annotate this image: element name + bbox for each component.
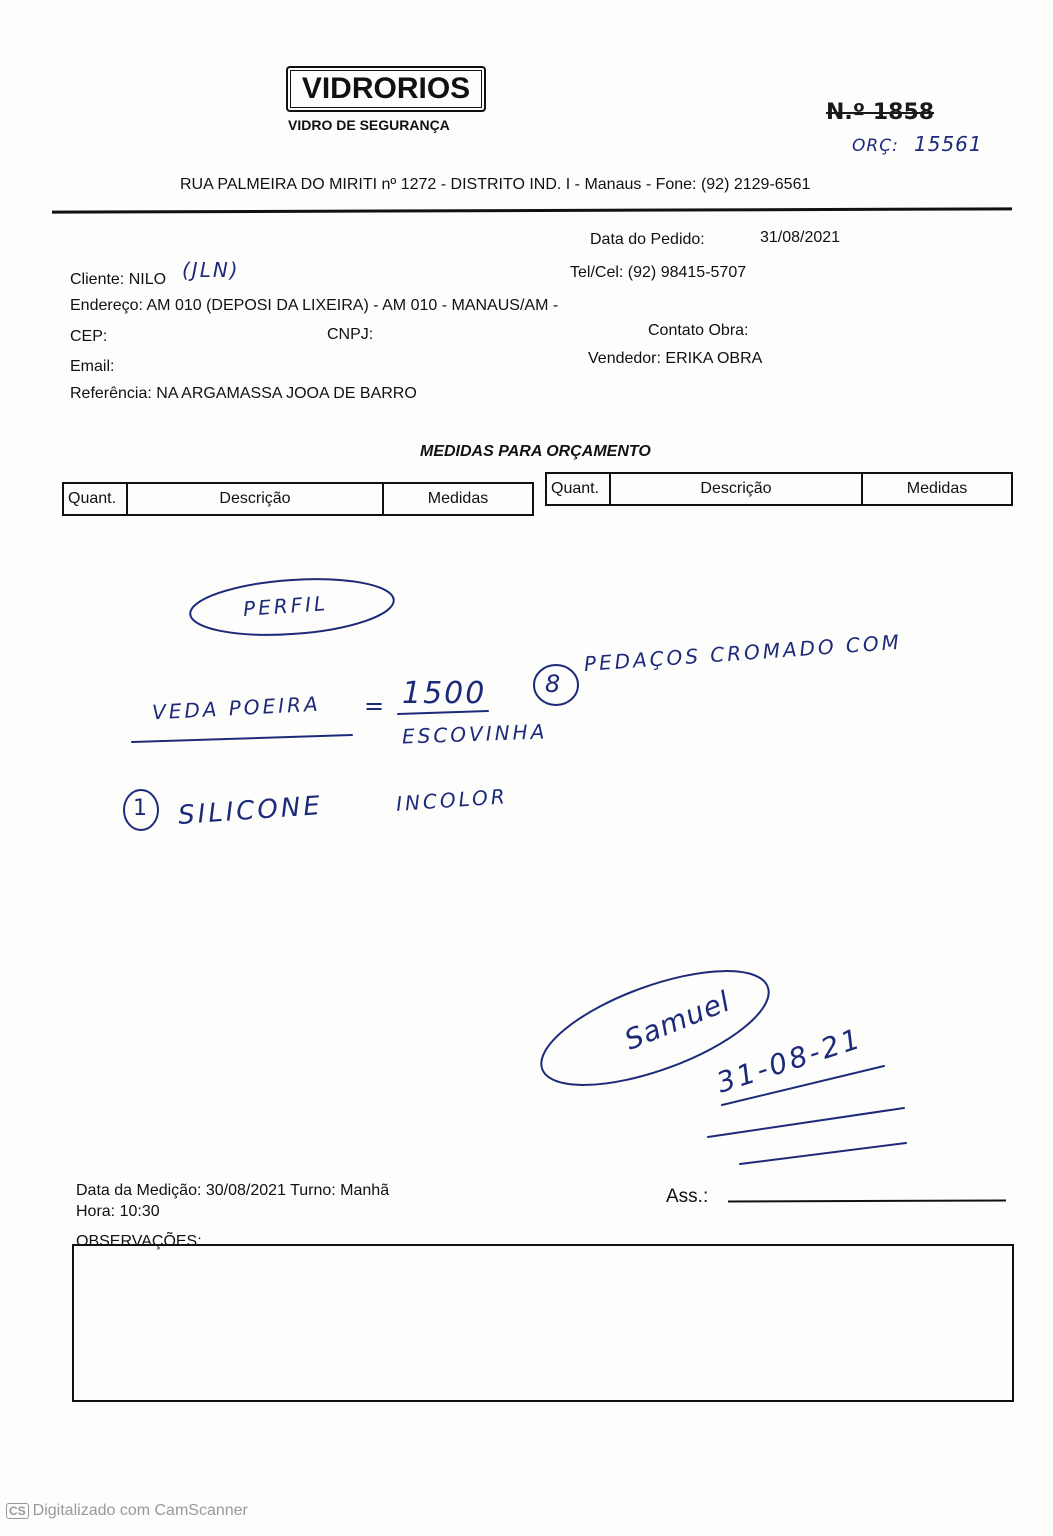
client-label: Cliente: NILO	[70, 271, 167, 288]
item-description-2: ESCOVINHA	[401, 719, 548, 749]
email-label: Email:	[70, 358, 115, 375]
measures-title: MEDIDAS PARA ORÇAMENTO	[420, 443, 651, 460]
address-label: Endereço: AM 010 (DEPOSI DA LIXEIRA) - AM 010 - MANAUS/AM -	[70, 297, 559, 314]
item-equals: =	[364, 692, 388, 720]
col-measures: Medidas	[862, 473, 1012, 505]
time-label: Hora: 10:30	[76, 1203, 160, 1220]
contact-label: Contato Obra:	[648, 322, 749, 339]
item2-qty: 1	[133, 796, 150, 821]
col-measures: Medidas	[383, 483, 533, 515]
cnpj-label: CNPJ:	[327, 326, 374, 343]
orc-label: ORÇ:	[852, 136, 899, 156]
item2-description: SILICONE	[177, 790, 324, 832]
orc-number: 15561	[914, 132, 983, 156]
item-size: 1500	[402, 676, 487, 711]
phone-label: Tel/Cel: (92) 98415-5707	[570, 264, 747, 281]
item-veda-poeira: VEDA POEIRA	[151, 691, 322, 725]
measure-date-label: Data da Medição: 30/08/2021 Turno: Manhã	[76, 1182, 390, 1199]
reference-label: Referência: NA ARGAMASSA JOOA DE BARRO	[70, 385, 417, 402]
sig-line-3	[740, 1143, 906, 1164]
brand-name: VIDRORIOS	[301, 72, 471, 105]
cep-label: CEP:	[70, 328, 108, 345]
col-quant: Quant.	[63, 483, 127, 515]
order-date-label: Data do Pedido:	[590, 231, 705, 248]
sig-line-2	[708, 1108, 904, 1137]
client-note: (JLN)	[182, 258, 240, 282]
camscanner-icon: CS	[6, 1503, 29, 1519]
observations-box	[72, 1244, 1014, 1402]
scanner-text: Digitalizado com CamScanner	[32, 1502, 248, 1519]
signature-date: 31-08-21	[712, 1021, 867, 1100]
seller-label: Vendedor: ERIKA OBRA	[588, 350, 763, 367]
signature: Samuel	[619, 984, 736, 1057]
item-underline	[132, 735, 352, 742]
order-date-value: 31/08/2021	[760, 229, 841, 246]
size-underline	[398, 711, 488, 714]
profile-label: PERFIL	[242, 591, 329, 621]
brand-tagline: VIDRO DE SEGURANÇA	[288, 117, 450, 133]
item2-description-2: INCOLOR	[395, 784, 509, 816]
signature-label: Ass.:	[666, 1186, 709, 1207]
col-quant: Quant.	[546, 473, 610, 505]
document-number: N.º 1858	[826, 100, 935, 125]
scanner-watermark	[6, 1502, 248, 1520]
col-description: Descrição	[127, 483, 383, 515]
observations-label: OBSERVAÇÕES:	[76, 1233, 202, 1250]
item-description: PEDAÇOS CROMADO COM	[583, 629, 903, 676]
col-description: Descrição	[610, 473, 862, 505]
item-qty: 8	[545, 670, 564, 698]
company-address: RUA PALMEIRA DO MIRITI nº 1272 - DISTRITO IND. I - Manaus - Fone: (92) 2129-6561	[180, 176, 811, 193]
